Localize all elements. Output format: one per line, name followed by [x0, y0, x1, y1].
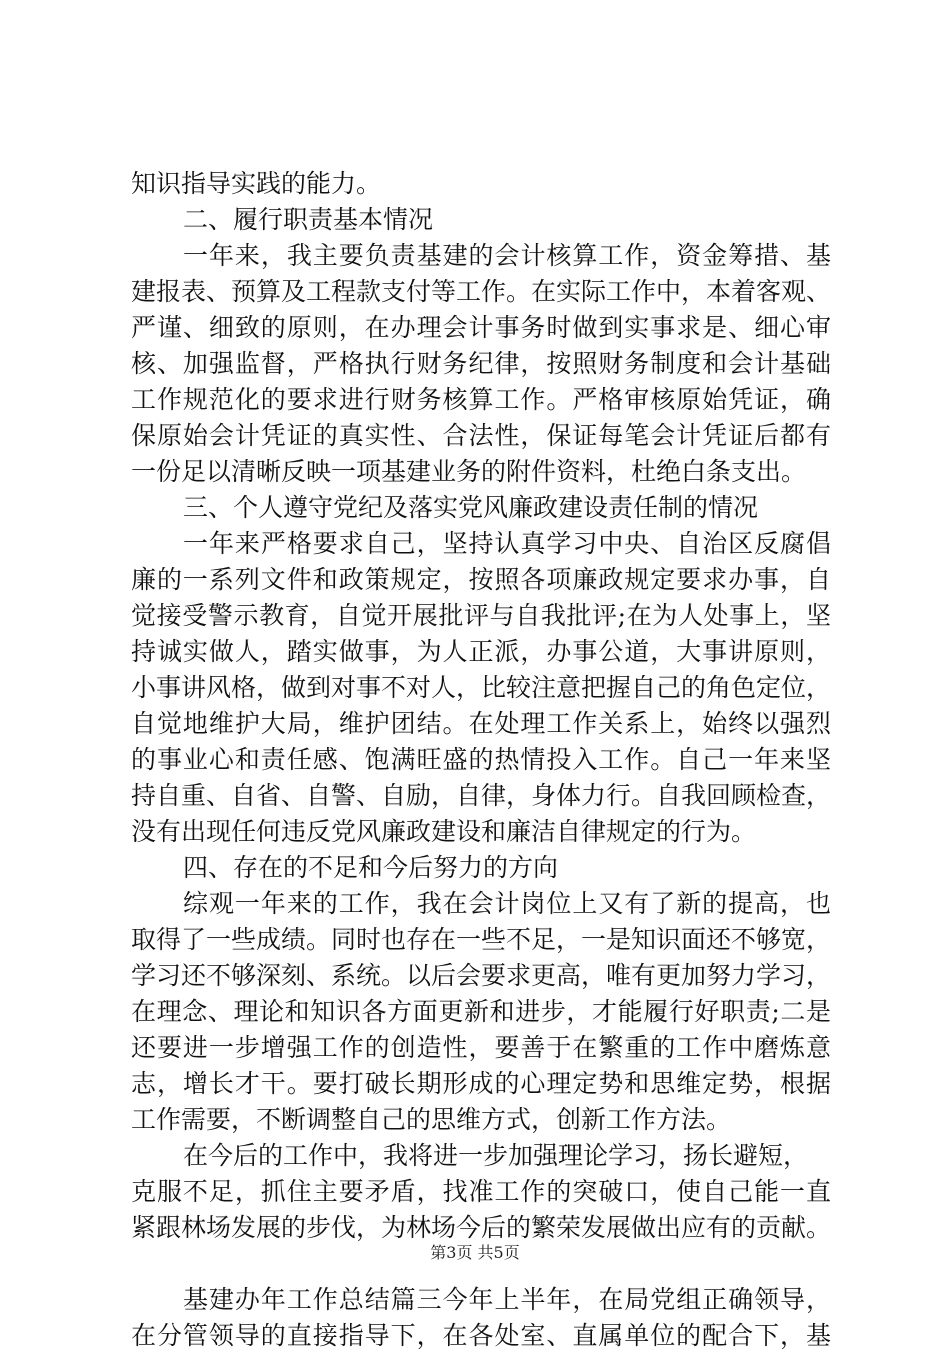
text-line: 在今后的工作中，我将进一步加强理论学习，扬长避短，: [183, 1141, 809, 1170]
text-line: 廉的一系列文件和政策规定，按照各项廉政规定要求办事，自: [131, 565, 831, 594]
text-line: 在分管领导的直接指导下，在各处室、直属单位的配合下，基: [131, 1321, 831, 1350]
text-line: 志，增长才干。要打破长期形成的心理定势和思维定势，根据: [131, 1069, 831, 1098]
text-line: 基建办年工作总结篇三今年上半年，在局党组正确领导，: [183, 1285, 831, 1314]
text-line: 觉接受警示教育，自觉开展批评与自我批评;在为人处事上，坚: [131, 601, 831, 630]
text-line: 没有出现任何违反党风廉政建设和廉洁自律规定的行为。: [131, 817, 757, 846]
text-line: 一份足以清晰反映一项基建业务的附件资料，杜绝白条支出。: [131, 457, 807, 486]
text-line: 持自重、自省、自警、自励，自律，身体力行。自我回顾检查，: [131, 781, 832, 810]
text-line: 一年来严格要求自己，坚持认真学习中央、自治区反腐倡: [183, 529, 831, 558]
text-line: 一年来，我主要负责基建的会计核算工作，资金筹措、基: [183, 241, 831, 270]
text-line: 持诚实做人，踏实做事，为人正派，办事公道，大事讲原则，: [131, 637, 831, 666]
text-line: 严谨、细致的原则，在办理会计事务时做到实事求是、细心审: [131, 313, 831, 342]
text-line: 学习还不够深刻、系统。以后会要求更高，唯有更加努力学习，: [131, 961, 832, 990]
text-line: 小事讲风格，做到对事不对人，比较注意把握自己的角色定位，: [131, 673, 832, 702]
text-line: 还要进一步增强工作的创造性，要善于在繁重的工作中磨炼意: [131, 1033, 831, 1062]
text-line: 在理念、理论和知识各方面更新和进步，才能履行好职责;二是: [131, 997, 831, 1026]
text-line: 二、履行职责基本情况: [183, 205, 434, 234]
text-line: 工作需要，不断调整自己的思维方式，创新工作方法。: [131, 1105, 732, 1134]
text-line: 克服不足，抓住主要矛盾，找准工作的突破口，使自己能一直: [131, 1177, 831, 1206]
text-line: 紧跟林场发展的步伐，为林场今后的繁荣发展做出应有的贡献。: [131, 1213, 832, 1242]
text-line: 综观一年来的工作，我在会计岗位上又有了新的提高，也: [183, 889, 831, 918]
text-line: 建报表、预算及工程款支付等工作。在实际工作中，本着客观、: [131, 277, 832, 306]
page-number-label: 第3页 共5页: [430, 1243, 520, 1262]
text-line: 的事业心和责任感、饱满旺盛的热情投入工作。自己一年来坚: [131, 745, 831, 774]
text-line: 知识指导实践的能力。: [131, 169, 382, 198]
document-body: [131, 166, 831, 1354]
text-line: 核、加强监督，严格执行财务纪律，按照财务制度和会计基础: [131, 349, 831, 378]
text-line: 四、存在的不足和今后努力的方向: [183, 853, 559, 882]
text-line: 三、个人遵守党纪及落实党风廉政建设责任制的情况: [183, 493, 759, 522]
text-line: 保原始会计凭证的真实性、合法性，保证每笔会计凭证后都有: [131, 421, 831, 450]
text-line: 自觉地维护大局，维护团结。在处理工作关系上，始终以强烈: [131, 709, 831, 738]
text-line: 取得了一些成绩。同时也存在一些不足，一是知识面还不够宽，: [131, 925, 832, 954]
text-line: 工作规范化的要求进行财务核算工作。严格审核原始凭证，确: [131, 385, 831, 414]
page-footer: [0, 1243, 950, 1263]
